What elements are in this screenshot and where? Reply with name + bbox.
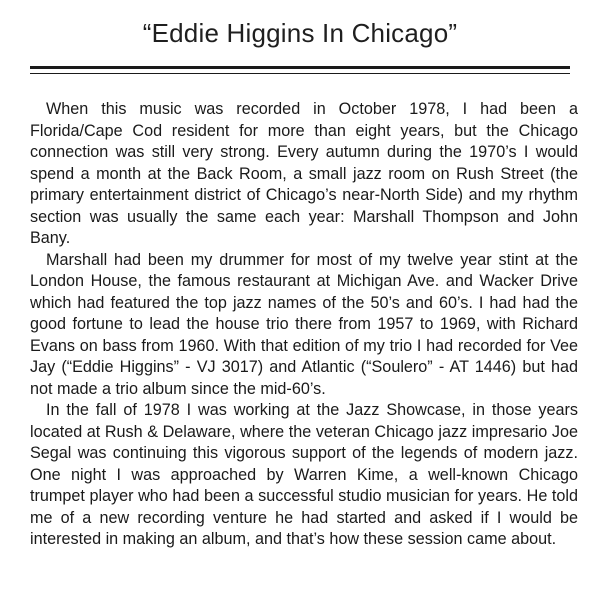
title-divider-thick	[30, 66, 570, 69]
paragraph-1: When this music was recorded in October 1978, I had been a Florida/Cape Cod resident for more than eight years, but the Chicago connection was still very strong. Every autumn during the 1970’s I would spend a month at the Back Room, a small jazz room on Rush Street (the primary entertainment district of Chicago’s near-North Side) and my rhythm section was usually the same each year: Marshall Thompson and John Bany.	[30, 100, 578, 247]
paragraph-2: Marshall had been my drummer for most of my twelve year stint at the London House, the famous restaurant at Michigan Ave. and Wacker Drive which had featured the top jazz names of the 50’s and 60’s. I had had the good fortune to lead the house trio there from 1957 to 1969, with Richard Evans on bass from 1960. With that edition of my trio I had recorded for Vee Jay (“Eddie Higgins” - VJ 3017) and Atlantic (“Soulero” - AT 1446) but had not made a trio album since the mid-60’s.	[30, 250, 578, 398]
title-divider-thin	[30, 73, 570, 74]
paragraph-3: In the fall of 1978 I was working at the Jazz Showcase, in those years located at Rush & Delaware, where the veteran Chicago jazz impresario Joe Segal was continuing this vigorous support of the legends of modern jazz. One night I was approached by Warren Kime, a well-known Chicago trumpet player who had been a successful studio musician for years. He told me of a new recording venture he had started and asked if I would be interested in making an album, and that’s how these session came about.	[30, 401, 578, 548]
body-text	[30, 99, 578, 551]
page-title: “Eddie Higgins In Chicago”	[142, 18, 458, 48]
